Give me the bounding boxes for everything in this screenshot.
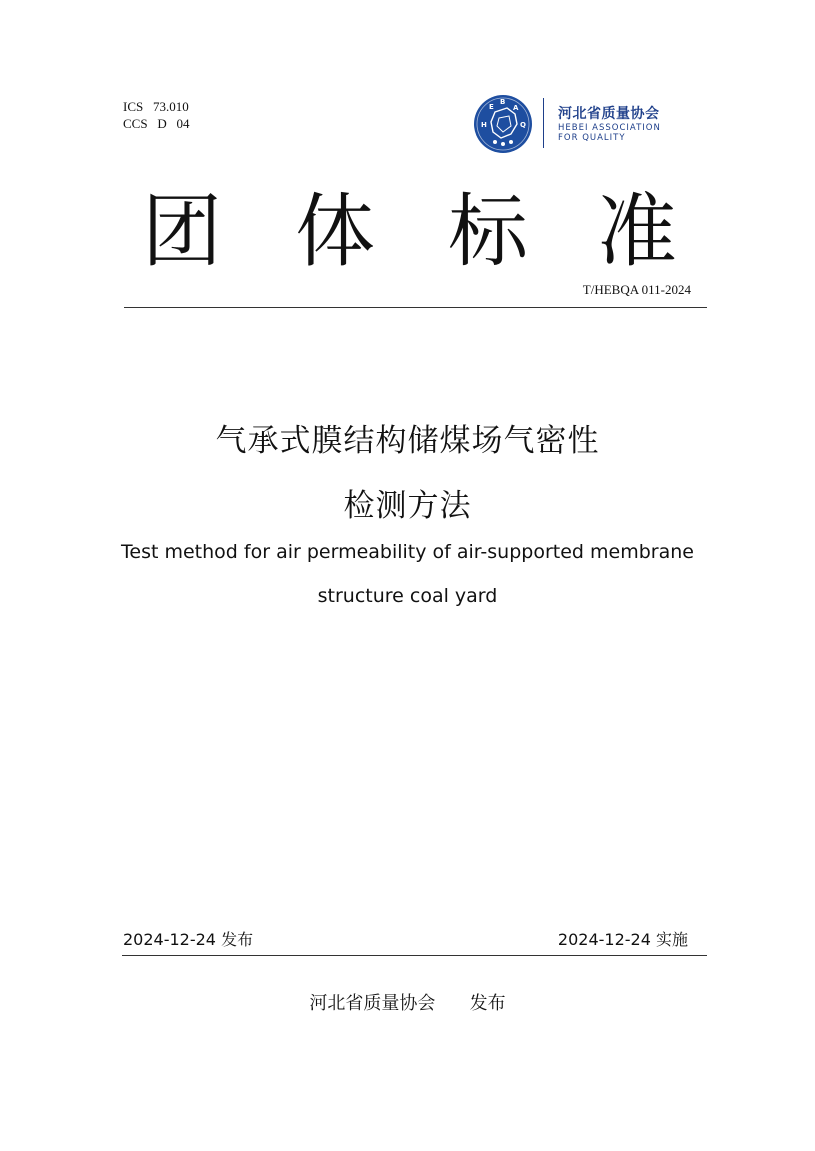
- document-type-char: 标: [448, 185, 528, 278]
- bottom-divider: [122, 955, 707, 956]
- title-cn-line1: 气承式膜结构储煤场气密性: [215, 423, 600, 459]
- ccs-code: CCS D 04: [123, 116, 190, 131]
- document-type-char: 准: [597, 185, 677, 278]
- publish-date: 2024-12-24 发布: [123, 930, 254, 949]
- publisher: 河北省质量协会 发布: [309, 993, 506, 1014]
- logo-divider: [543, 98, 544, 148]
- association-name-en: [558, 123, 661, 143]
- classification-codes: [123, 98, 189, 132]
- svg-text:Q: Q: [520, 121, 526, 129]
- svg-text:E: E: [489, 103, 494, 111]
- document-type-heading: [112, 182, 707, 282]
- title-en-line2: structure coal yard: [317, 585, 498, 607]
- top-divider: [124, 307, 707, 308]
- association-name-cn: 河北省质量协会: [558, 106, 660, 122]
- document-type-char: 体: [295, 185, 375, 278]
- svg-text:H: H: [481, 121, 487, 129]
- association-name-en-line2: FOR QUALITY: [558, 133, 626, 143]
- association-name-en-line1: HEBEI ASSOCIATION: [558, 123, 661, 133]
- ics-code: ICS 73.010: [123, 99, 189, 114]
- svg-text:B: B: [500, 98, 506, 106]
- implementation-date: 2024-12-24 实施: [557, 930, 688, 949]
- title-cn-line2: 检测方法: [343, 488, 472, 524]
- title-en-line1: Test method for air permeability of air-supported membrane: [121, 541, 694, 563]
- association-logo: [473, 94, 673, 154]
- association-emblem-icon: [473, 94, 533, 154]
- standard-number: T/HEBQA 011-2024: [582, 282, 691, 297]
- document-type-char: 团: [142, 185, 222, 278]
- svg-text:A: A: [513, 104, 519, 112]
